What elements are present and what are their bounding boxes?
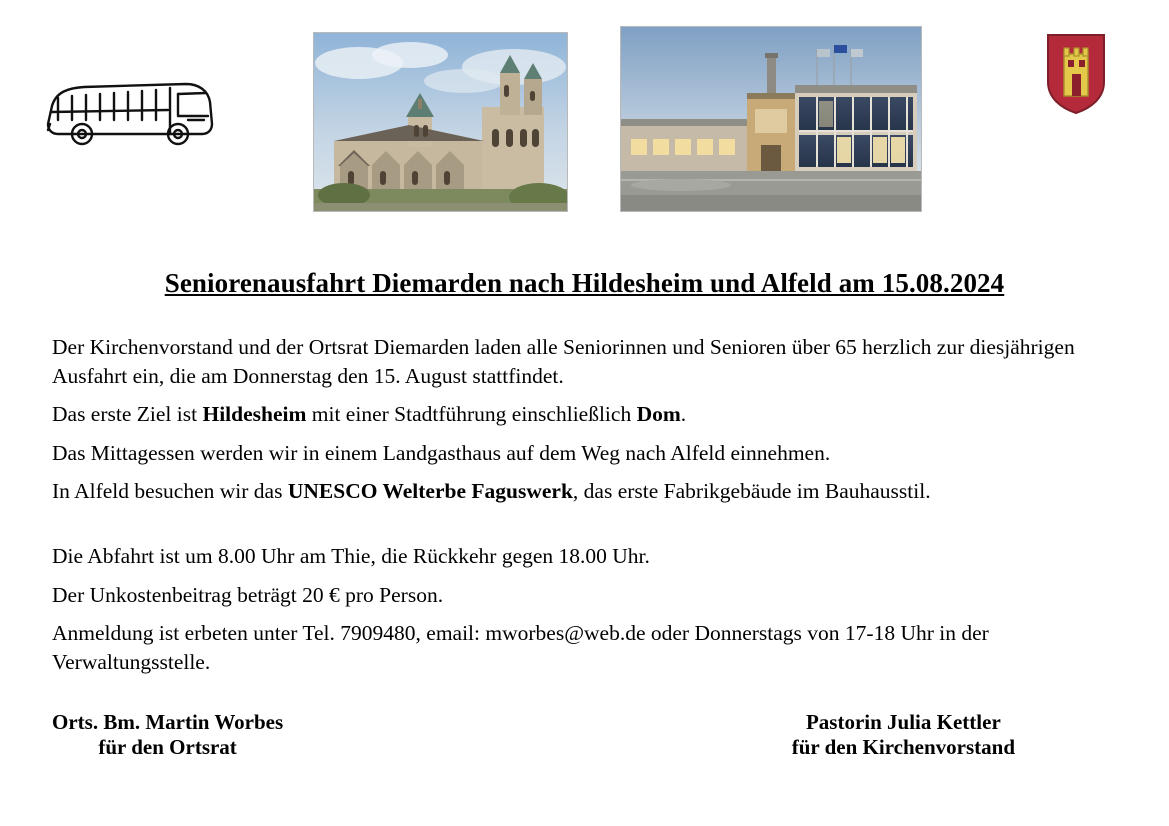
paragraph-spacer xyxy=(52,516,1117,542)
photo-hildesheim-cathedral xyxy=(313,32,568,212)
paragraph-invitation-text: Der Kirchenvorstand und der Ortsrat Diemarden laden alle Seniorinnen und Senioren über 65 herzlich zur diesjährigen Ausfahrt ein, die am Donnerstag den 15. August stattfindet. xyxy=(52,335,1075,388)
paragraph-registration-text: Anmeldung ist erbeten unter Tel. 7909480, email: mworbes@web.de oder Donnerstags von 17-18 Uhr in der Verwaltungsstelle. xyxy=(52,621,989,674)
signature-block xyxy=(52,710,1117,760)
paragraph-departure-text: Die Abfahrt ist um 8.00 Uhr am Thie, die Rückkehr gegen 18.00 Uhr. xyxy=(52,543,650,568)
paragraph-lunch-text: Das Mittagessen werden wir in einem Landgasthaus auf dem Weg nach Alfeld einnehmen. xyxy=(52,440,831,465)
paragraph-first-destination xyxy=(52,400,1117,429)
paragraph-cost-text: Der Unkostenbeitrag beträgt 20 € pro Person. xyxy=(52,582,444,607)
fagus-site-name: UNESCO Welterbe Faguswerk xyxy=(287,479,573,504)
destination-landmark: Dom xyxy=(636,402,681,427)
fagus-suffix: , das erste Fabrikgebäude im Bauhausstil. xyxy=(572,479,931,504)
signature-left-role: für den Ortsrat xyxy=(98,735,237,760)
signature-right-name: Pastorin Julia Kettler xyxy=(805,710,1001,735)
paragraph-registration xyxy=(52,619,1117,676)
signature-left xyxy=(52,710,283,760)
destination-middle: mit einer Stadtführung einschließlich xyxy=(306,402,637,427)
paragraph-invitation xyxy=(52,333,1117,390)
coat-of-arms-icon xyxy=(1045,32,1107,116)
signature-left-name: Orts. Bm. Martin Worbes xyxy=(52,710,284,735)
destination-city: Hildesheim xyxy=(202,402,307,427)
bus-icon xyxy=(38,72,218,152)
fagus-prefix: In Alfeld besuchen wir das xyxy=(52,479,288,504)
paragraph-lunch xyxy=(52,439,1117,468)
destination-prefix: Das erste Ziel ist xyxy=(52,402,203,427)
signature-right xyxy=(792,710,1015,760)
photo-fagus-factory xyxy=(620,26,922,212)
document-body xyxy=(52,333,1117,676)
paragraph-cost xyxy=(52,581,1117,610)
signature-right-role: für den Kirchenvorstand xyxy=(791,735,1015,760)
paragraph-fagus xyxy=(52,477,1117,506)
paragraph-departure xyxy=(52,542,1117,571)
page-title: Seniorenausfahrt Diemarden nach Hildesheim und Alfeld am 15.08.2024 xyxy=(164,268,1005,298)
header-image-band xyxy=(0,0,1169,222)
destination-suffix: . xyxy=(680,402,687,427)
